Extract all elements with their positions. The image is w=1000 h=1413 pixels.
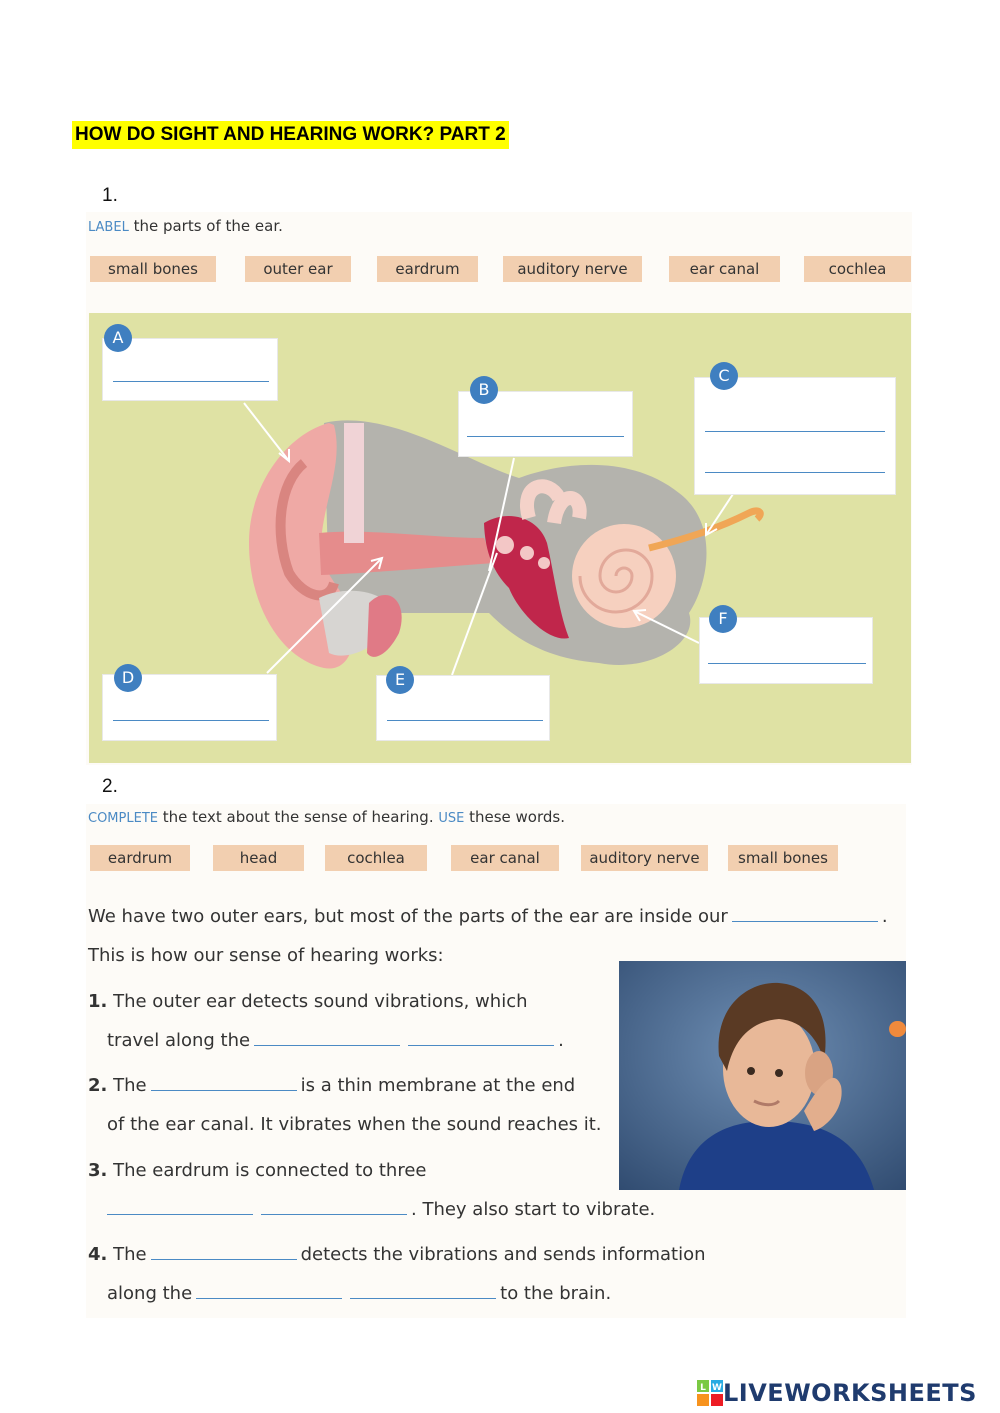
label-badge-e: E (386, 666, 414, 694)
blank-field[interactable] (107, 1214, 253, 1215)
word-chip: small bones (90, 256, 216, 282)
item-2-line-1: 2. The is a thin membrane at the end (88, 1075, 576, 1096)
word-chip: auditory nerve (503, 256, 642, 282)
answer-line (705, 472, 885, 473)
instruction-keyword: LABEL (88, 220, 129, 235)
blank-field[interactable] (732, 921, 878, 922)
answer-line (708, 663, 866, 664)
intro-line-2: This is how our sense of hearing works: (88, 945, 444, 966)
word-chip: eardrum (90, 845, 190, 871)
word-chip: head (213, 845, 304, 871)
instruction-text: the parts of the ear. (128, 217, 283, 235)
blank-field[interactable] (408, 1045, 554, 1046)
answer-line (705, 431, 885, 432)
logo-letter-l: L (700, 1383, 706, 1393)
child-photo-illustration (619, 961, 906, 1190)
ear-diagram (89, 313, 911, 763)
word-chip: cochlea (325, 845, 427, 871)
instruction-text: the text about the sense of hearing. (157, 808, 439, 826)
brand-name: LIVEWORKSHEETS (723, 1379, 977, 1407)
blank-field[interactable] (196, 1298, 342, 1299)
word-chip: auditory nerve (581, 845, 708, 871)
blank-field[interactable] (261, 1214, 407, 1215)
word-chip: eardrum (377, 256, 478, 282)
label-badge-b: B (470, 376, 498, 404)
item-4-line-1: 4. The detects the vibrations and sends information (88, 1244, 706, 1265)
section2-instruction (88, 808, 565, 826)
item-4-line-2: along the to the brain. (107, 1283, 612, 1304)
answer-line (113, 381, 269, 382)
instruction-keyword: USE (438, 811, 465, 826)
question-number-2: 2. (102, 776, 118, 797)
label-box-a[interactable] (102, 338, 278, 401)
answer-line (113, 720, 269, 721)
word-chip: ear canal (451, 845, 559, 871)
section1-instruction (88, 217, 283, 235)
liveworksheets-logo (697, 1377, 977, 1409)
child-listening-photo (619, 961, 906, 1190)
liveworksheets-logo-icon (697, 1380, 723, 1406)
word-chip: small bones (728, 845, 838, 871)
label-badge-a: A (104, 324, 132, 352)
answer-line (467, 436, 624, 437)
blank-field[interactable] (254, 1045, 400, 1046)
question-number-1: 1. (102, 185, 118, 206)
label-box-c[interactable] (694, 377, 896, 495)
blank-field[interactable] (151, 1090, 297, 1091)
intro-line-1: We have two outer ears, but most of the parts of the ear are inside our . (88, 906, 888, 927)
item-1-line-1: 1. The outer ear detects sound vibrations, which (88, 991, 528, 1012)
item-3-line-1: 3. The eardrum is connected to three (88, 1160, 427, 1181)
blank-field[interactable] (350, 1298, 496, 1299)
answer-line (387, 720, 543, 721)
label-badge-c: C (710, 362, 738, 390)
word-chip: cochlea (804, 256, 911, 282)
page-title: HOW DO SIGHT AND HEARING WORK? PART 2 (72, 121, 509, 149)
label-badge-d: D (114, 664, 142, 692)
item-3-line-2: . They also start to vibrate. (103, 1199, 655, 1220)
logo-letter-w: W (712, 1383, 722, 1393)
word-chip: ear canal (669, 256, 780, 282)
word-chip: outer ear (245, 256, 351, 282)
instruction-text: these words. (464, 808, 565, 826)
item-2-line-2: of the ear canal. It vibrates when the sound reaches it. (107, 1114, 602, 1135)
blank-field[interactable] (151, 1259, 297, 1260)
label-badge-f: F (709, 605, 737, 633)
item-1-line-2: travel along the . (107, 1030, 564, 1051)
instruction-keyword: COMPLETE (88, 811, 158, 826)
